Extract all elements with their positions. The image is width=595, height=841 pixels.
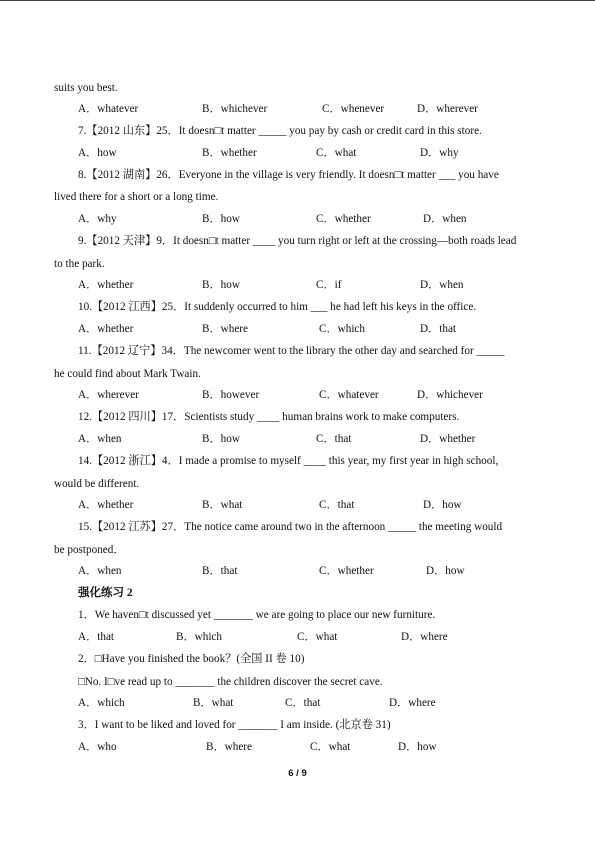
q9-option-a: A．whether: [78, 279, 134, 291]
section2-question-3: 3．I want to be liked and loved for _______ I am inside. (北京卷 31): [78, 719, 391, 731]
question-15-line-2: be postponed．: [54, 544, 125, 556]
s2q1-option-c: C．what: [297, 631, 338, 643]
q15-option-d: D．how: [426, 565, 465, 577]
q6-option-c: C．whenever: [322, 103, 385, 115]
section2-question-2-line-1: 2．□Have you finished the book？(全国 II 卷 10): [78, 653, 305, 665]
s2q2-option-c: C．that: [285, 697, 321, 709]
q10-option-a: A．whether: [78, 323, 134, 335]
page-top-border: [0, 0, 595, 1]
s2q3-option-c: C．what: [310, 741, 351, 753]
q10-option-b: B．where: [202, 323, 248, 335]
s2q1-option-a: A．that: [78, 631, 115, 643]
q11-option-c: C．whatever: [319, 389, 379, 401]
q7-option-a: A．how: [78, 147, 117, 159]
q11-option-a: A．wherever: [78, 389, 139, 401]
q11-option-b: B．however: [202, 389, 260, 401]
q9-option-d: D．when: [420, 279, 464, 291]
q6-option-d: D．wherever: [417, 103, 478, 115]
q8-option-c: C．whether: [316, 213, 371, 225]
s2q2-option-b: B．what: [193, 697, 234, 709]
q10-option-c: C．which: [319, 323, 365, 335]
section2-question-1: 1．We haven□t discussed yet _______ we are going to place our new furniture.: [78, 609, 436, 621]
question-14-line-1: 14.【2012 浙江】4．I made a promise to myself ____ this year, my first year in high school,: [78, 455, 499, 467]
q6-option-a: A．whatever: [78, 103, 139, 115]
q10-option-d: D．that: [420, 323, 457, 335]
q8-option-d: D．when: [423, 213, 467, 225]
s2q3-option-b: B．where: [206, 741, 252, 753]
page-number: 6 / 9: [288, 768, 307, 779]
q6-option-b: B．whichever: [202, 103, 268, 115]
section-heading: 强化练习 2: [78, 587, 133, 599]
q14-option-c: C．that: [319, 499, 355, 511]
q11-option-d: D．whichever: [417, 389, 483, 401]
q12-option-c: C．that: [316, 433, 352, 445]
s2q2-option-a: A．which: [78, 697, 125, 709]
question-9-line-2: to the park.: [54, 258, 105, 270]
q12-option-b: B．how: [202, 433, 240, 445]
question-6-continuation: suits you best.: [54, 82, 118, 94]
s2q1-option-b: B．which: [176, 631, 222, 643]
q8-option-a: A．why: [78, 213, 117, 225]
s2q2-option-d: D．where: [389, 697, 436, 709]
q12-option-d: D．whether: [420, 433, 476, 445]
question-7: 7.【2012 山东】25．It doesn□t matter _____ you pay by cash or credit card in this store.: [78, 125, 482, 137]
question-8-line-1: 8.【2012 湖南】26．Everyone in the village is very friendly. It doesn□t matter ___ you have: [78, 169, 499, 181]
q15-option-b: B．that: [202, 565, 238, 577]
question-8-line-2: lived there for a short or a long time.: [54, 191, 219, 203]
section2-question-2-line-2: □No. I□ve read up to _______ the children discover the secret cave.: [78, 676, 383, 688]
q14-option-b: B．what: [202, 499, 243, 511]
s2q3-option-a: A．who: [78, 741, 117, 753]
q7-option-d: D．why: [420, 147, 459, 159]
question-11-line-1: 11.【2012 辽宁】34．The newcomer went to the library the other day and searched for _____: [78, 345, 505, 357]
q7-option-b: B．whether: [202, 147, 257, 159]
q9-option-b: B．how: [202, 279, 240, 291]
q14-option-a: A．whether: [78, 499, 134, 511]
q12-option-a: A．when: [78, 433, 122, 445]
question-15-line-1: 15.【2012 江苏】27．The notice came around two in the afternoon _____ the meeting would: [78, 521, 503, 533]
question-10: 10.【2012 江西】25．It suddenly occurred to him ___ he had left his keys in the office.: [78, 301, 477, 313]
q9-option-c: C．if: [316, 279, 342, 291]
q7-option-c: C．what: [316, 147, 357, 159]
question-12: 12.【2012 四川】17．Scientists study ____ human brains work to make computers.: [78, 411, 460, 423]
s2q1-option-d: D．where: [401, 631, 448, 643]
s2q3-option-d: D．how: [398, 741, 437, 753]
question-14-line-2: would be different.: [54, 478, 140, 490]
question-11-line-2: he could find about Mark Twain.: [54, 368, 201, 380]
q14-option-d: D．how: [423, 499, 462, 511]
q15-option-c: C．whether: [319, 565, 374, 577]
question-9-line-1: 9.【2012 天津】9．It doesn□t matter ____ you turn right or left at the crossing—both roads lead: [78, 235, 517, 247]
q8-option-b: B．how: [202, 213, 240, 225]
q15-option-a: A．when: [78, 565, 122, 577]
